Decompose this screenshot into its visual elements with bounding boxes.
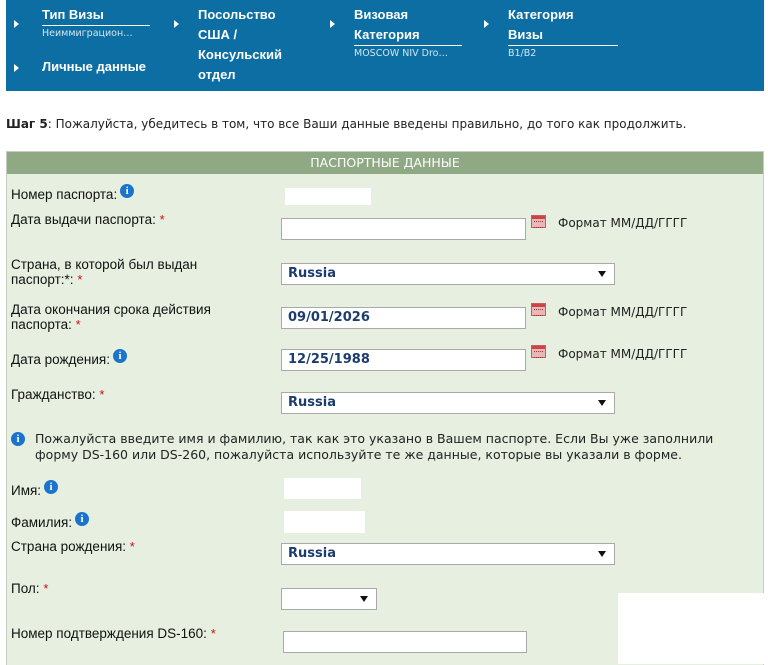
info-icon[interactable]: i bbox=[113, 349, 127, 363]
nav-item-title-line: Посольство bbox=[198, 7, 276, 22]
calendar-icon[interactable] bbox=[531, 345, 546, 358]
chevron-right-icon bbox=[14, 20, 19, 28]
calendar-icon[interactable] bbox=[531, 303, 546, 316]
calendar-icon[interactable] bbox=[531, 215, 546, 228]
citizenship-label bbox=[11, 387, 104, 402]
passport-panel bbox=[6, 151, 764, 665]
nav-item-personal-data[interactable] bbox=[42, 57, 172, 77]
nav-item-title-line: отдел bbox=[198, 67, 236, 82]
date-format-hint: Формат ММ/ДД/ГГГГ bbox=[558, 216, 688, 230]
wizard-nav bbox=[6, 0, 764, 91]
info-icon[interactable]: i bbox=[120, 184, 134, 198]
birth-country-label bbox=[11, 539, 135, 554]
chevron-right-icon bbox=[330, 20, 335, 28]
step-number: Шаг 5 bbox=[6, 117, 48, 131]
nav-item-visa-category[interactable] bbox=[354, 5, 462, 60]
required-asterisk: * bbox=[77, 272, 83, 287]
nav-item-embassy[interactable] bbox=[198, 5, 308, 85]
date-format-hint: Формат ММ/ДД/ГГГГ bbox=[558, 347, 688, 361]
label-text: Пол: bbox=[11, 581, 40, 596]
gender-label bbox=[11, 581, 48, 596]
label-text: Страна, в которой был выдан bbox=[11, 257, 198, 272]
birth-date-input[interactable]: 12/25/1988 bbox=[281, 349, 526, 371]
nav-item-title-line: Категория bbox=[354, 27, 420, 42]
required-asterisk: * bbox=[75, 317, 81, 332]
birth-country-select[interactable] bbox=[281, 543, 615, 565]
ds160-input[interactable] bbox=[283, 631, 527, 653]
nav-item-subtitle: B1/B2 bbox=[508, 45, 618, 60]
panel-title: ПАСПОРТНЫЕ ДАННЫЕ bbox=[7, 152, 763, 174]
nav-item-visa-class[interactable] bbox=[508, 5, 618, 60]
first-name-value bbox=[284, 478, 361, 499]
label-text: Дата окончания срока действия bbox=[11, 302, 211, 317]
chevron-down-icon bbox=[360, 596, 368, 602]
select-value: Russia bbox=[288, 546, 336, 561]
required-asterisk: * bbox=[159, 212, 165, 227]
birth-date-label bbox=[11, 352, 127, 367]
nav-item-title: Тип Визы bbox=[42, 7, 104, 22]
label-text: Номер паспорта: bbox=[11, 187, 118, 202]
label-text: паспорта: bbox=[11, 317, 72, 332]
nav-item-title-line: США / bbox=[198, 27, 238, 42]
chevron-down-icon bbox=[598, 551, 606, 557]
step-instruction bbox=[6, 117, 686, 131]
nav-item-visa-type[interactable] bbox=[42, 5, 150, 40]
redaction-block bbox=[192, 91, 287, 109]
label-text: Гражданство: bbox=[11, 387, 96, 402]
date-format-hint: Формат ММ/ДД/ГГГГ bbox=[558, 305, 688, 319]
nav-item-title-line: Визовая bbox=[354, 7, 409, 22]
citizenship-select[interactable] bbox=[281, 392, 615, 414]
required-asterisk: * bbox=[129, 539, 135, 554]
chevron-down-icon bbox=[598, 400, 606, 406]
issue-country-label bbox=[11, 257, 197, 287]
passport-number-label bbox=[11, 187, 134, 202]
ds160-label bbox=[11, 626, 216, 641]
required-asterisk: * bbox=[99, 387, 105, 402]
redaction-block bbox=[618, 593, 768, 664]
select-value: Russia bbox=[288, 395, 336, 410]
info-icon[interactable]: i bbox=[75, 512, 89, 526]
chevron-down-icon bbox=[598, 271, 606, 277]
issue-date-label bbox=[11, 212, 165, 227]
chevron-right-icon bbox=[484, 20, 489, 28]
label-text: Страна рождения: bbox=[11, 539, 127, 554]
expiry-date-label bbox=[11, 302, 211, 332]
last-name-value bbox=[284, 511, 365, 533]
nav-item-subtitle: MOSCOW NIV Dro… bbox=[354, 45, 462, 60]
name-instruction-note bbox=[11, 431, 751, 463]
first-name-label bbox=[11, 483, 58, 498]
expiry-date-input[interactable]: 09/01/2026 bbox=[281, 307, 526, 329]
label-text: Номер подтверждения DS-160: bbox=[11, 626, 207, 641]
issue-date-input[interactable] bbox=[281, 218, 526, 240]
step-text: : Пожалуйста, убедитесь в том, что все Ваши данные введены правильно, до того как продолжить. bbox=[47, 117, 687, 131]
required-asterisk: * bbox=[43, 581, 49, 596]
nav-item-subtitle: Неиммиграцион… bbox=[42, 25, 150, 40]
nav-item-title: Личные данные bbox=[42, 59, 146, 74]
label-text: Дата рождения: bbox=[11, 352, 110, 367]
note-text: Пожалуйста введите имя и фамилию, так как это указано в Вашем паспорте. Если Вы уже заполнили форму DS-160 или DS-260, пожалуйста используйте те же данные, которые вы указали в форме. bbox=[35, 431, 714, 462]
info-icon: i bbox=[11, 432, 25, 446]
label-text: Дата выдачи паспорта: bbox=[11, 212, 156, 227]
last-name-label bbox=[11, 515, 89, 530]
chevron-right-icon bbox=[14, 64, 19, 72]
select-value: Russia bbox=[288, 266, 336, 281]
chevron-right-icon bbox=[174, 20, 179, 28]
nav-item-title-line: Визы bbox=[508, 27, 543, 42]
label-text: Имя: bbox=[11, 483, 42, 498]
passport-number-value bbox=[285, 188, 371, 205]
required-asterisk: * bbox=[210, 626, 216, 641]
label-text: паспорт:*: bbox=[11, 272, 74, 287]
info-icon[interactable]: i bbox=[44, 480, 58, 494]
nav-item-title-line: Категория bbox=[508, 7, 574, 22]
gender-select[interactable] bbox=[281, 588, 377, 610]
label-text: Фамилия: bbox=[11, 515, 73, 530]
nav-item-title-line: Консульский bbox=[198, 47, 282, 62]
issue-country-select[interactable] bbox=[281, 263, 615, 285]
